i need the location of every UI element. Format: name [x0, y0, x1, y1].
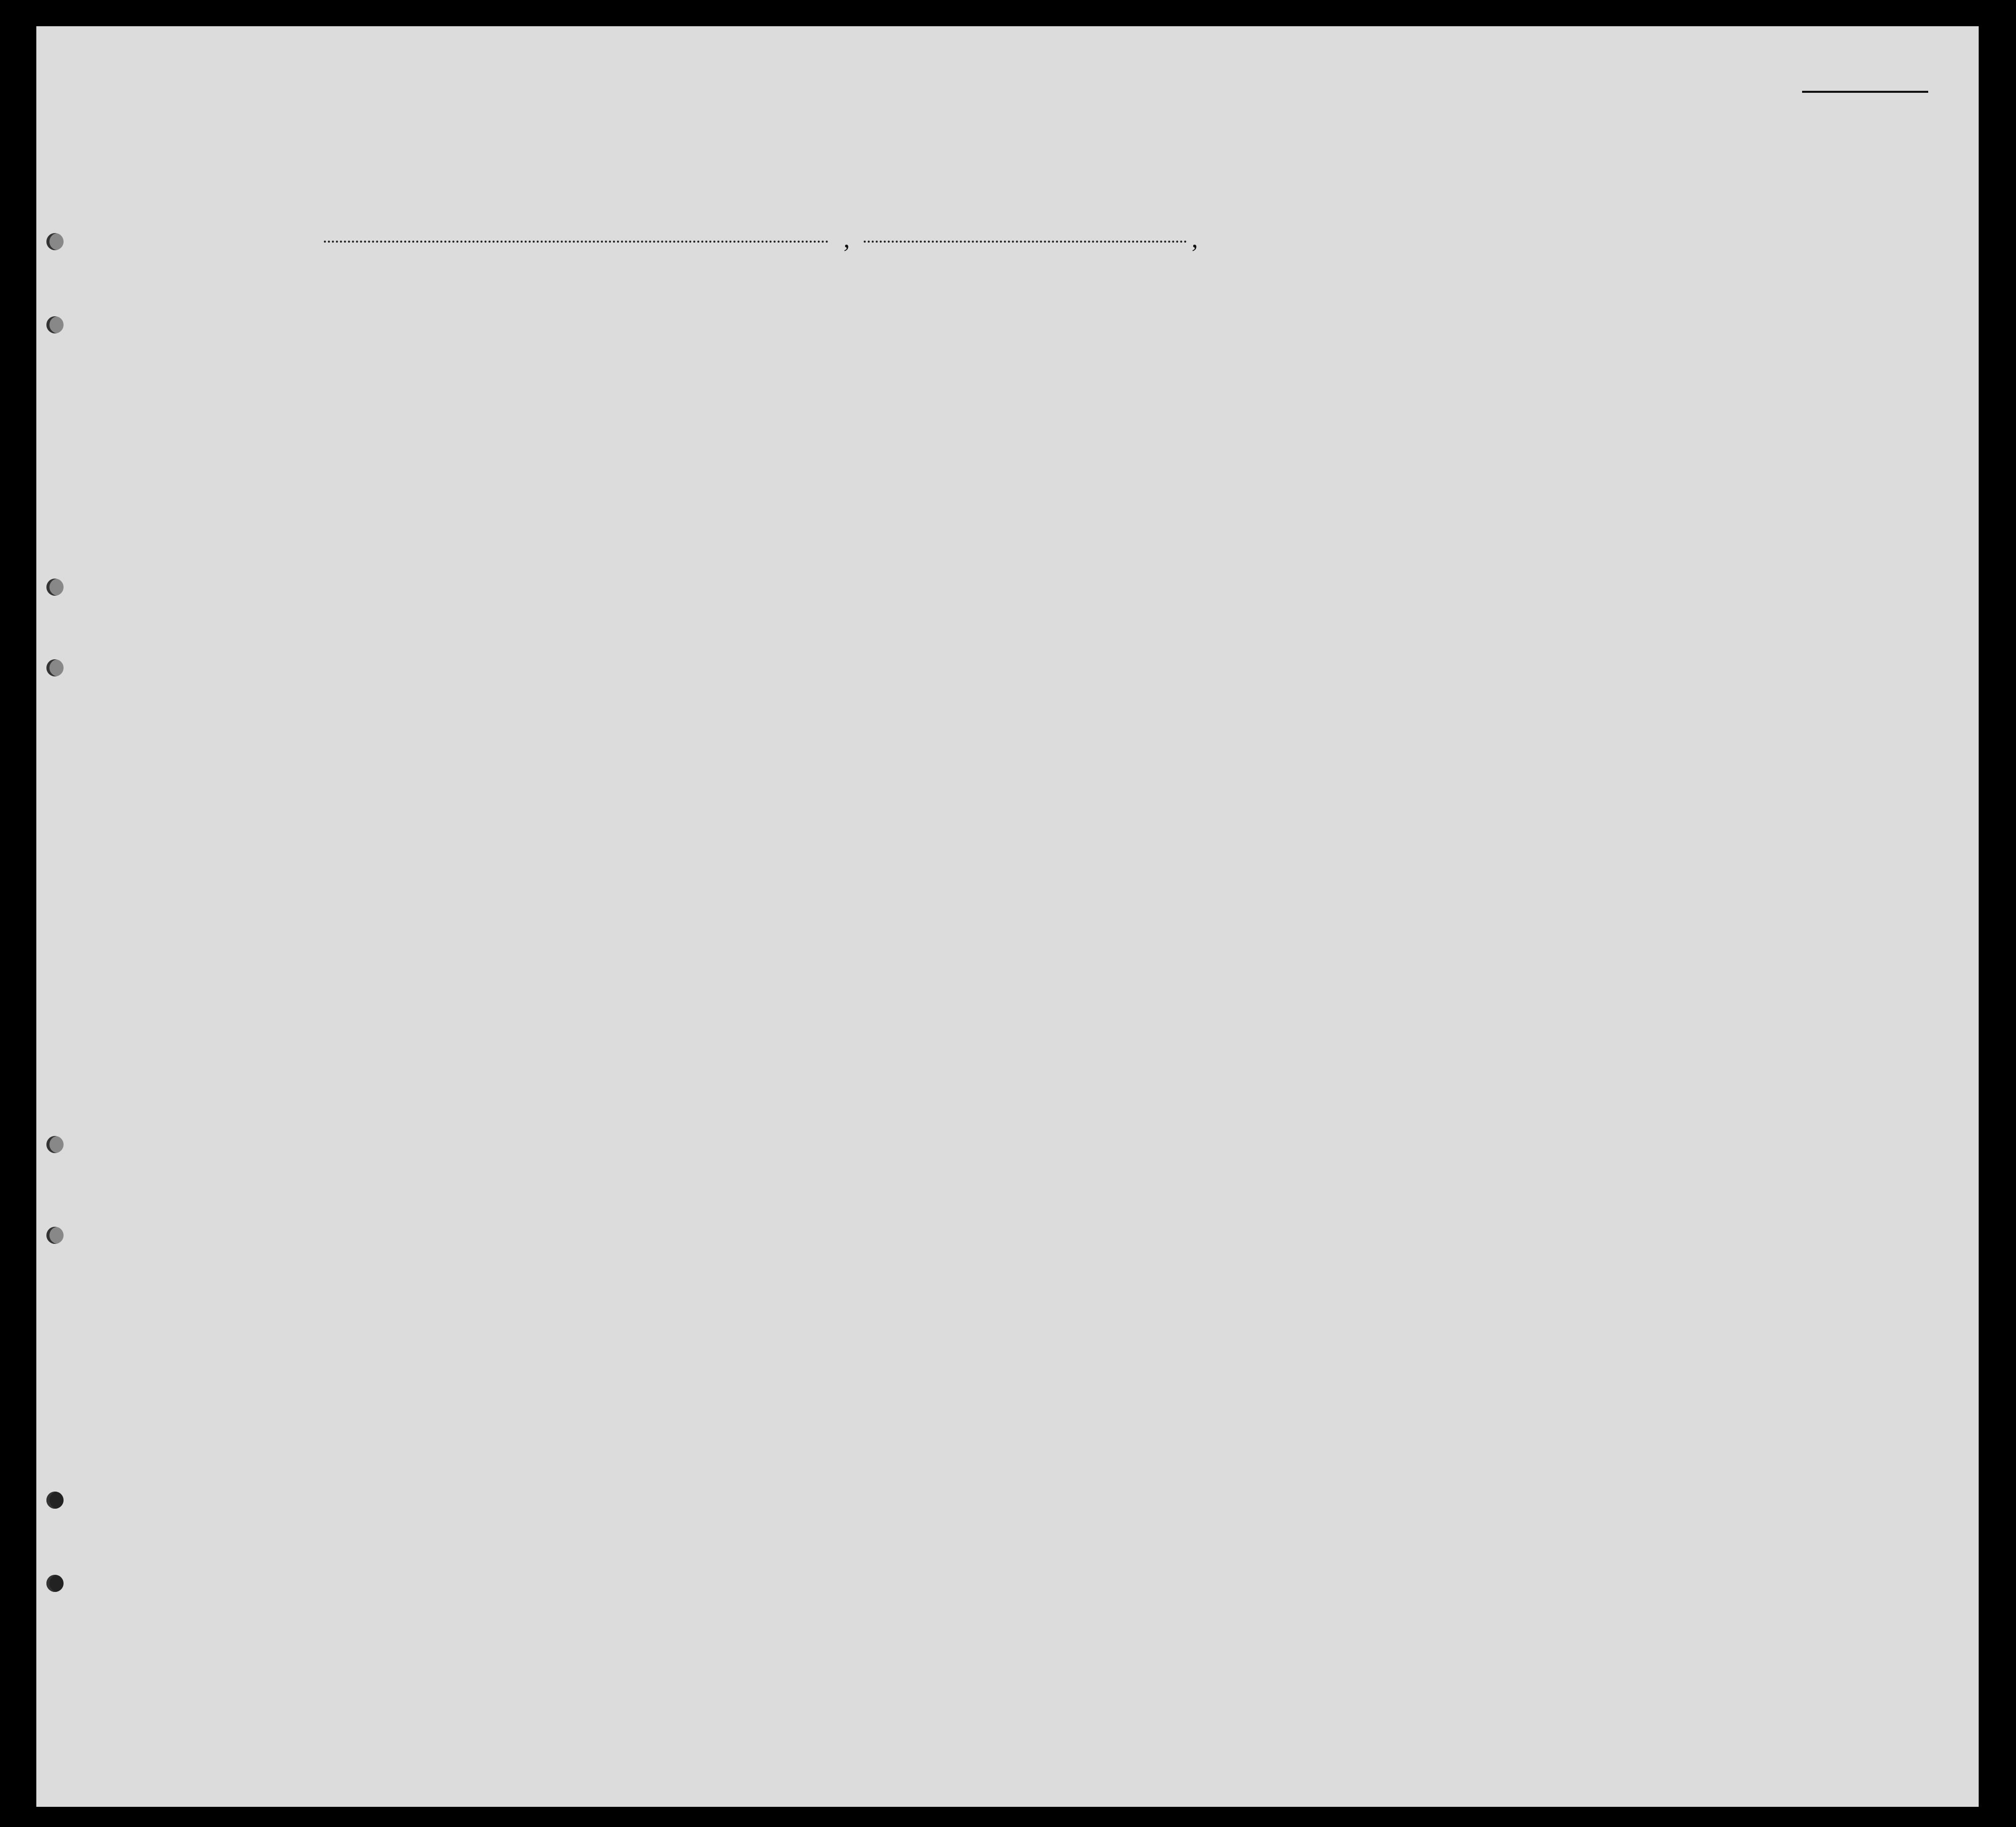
header-c22-ifyes: [762, 349, 949, 379]
header-c31: [1535, 299, 1561, 465]
header-c34: [1677, 299, 1727, 349]
punch-hole: [46, 1136, 64, 1153]
punch-hole: [46, 1575, 64, 1592]
punch-hole: [46, 1492, 64, 1509]
punch-hole: [46, 659, 64, 676]
header-c22-yesno: [729, 349, 762, 465]
manifest-sheet: [36, 26, 1979, 1807]
header-c33: [1616, 299, 1677, 465]
header-c35: [1727, 299, 1768, 465]
header-c22-where: [817, 379, 874, 465]
header-c23: [949, 299, 1196, 465]
header-c36: [1768, 299, 1849, 349]
header-c18-foreign: [411, 341, 460, 465]
header-c30: [1509, 299, 1535, 465]
header-c34-inches: [1702, 349, 1727, 465]
punch-hole: [46, 579, 64, 596]
header-c18-usa: [461, 341, 586, 392]
header-c28: [1411, 299, 1467, 465]
header-c22-year: [762, 379, 817, 465]
punch-hole: [46, 1227, 64, 1244]
header-c18-city: [507, 392, 586, 465]
header-c18-state: [461, 392, 507, 465]
header-c24-b: [1235, 339, 1274, 465]
header-c16: [102, 299, 128, 465]
header-c22: [729, 299, 949, 349]
header-c34-feet: [1677, 349, 1702, 465]
header-c27: [1383, 299, 1411, 465]
header-c37: [1849, 299, 1980, 465]
header-c36-eyes: [1808, 349, 1849, 465]
header-c26: [1356, 299, 1383, 465]
header-c24: [1196, 299, 1309, 339]
header-c21: [703, 299, 729, 465]
header-c32: [1561, 299, 1616, 465]
header-c36-hair: [1768, 349, 1808, 465]
punch-hole: [46, 316, 64, 333]
header-c29: [1467, 299, 1509, 465]
header-c25: [1309, 299, 1356, 465]
header-c24-a: [1196, 339, 1235, 465]
table-grid: [36, 26, 1979, 1807]
header-c20: [617, 299, 703, 465]
comma: ,: [844, 224, 850, 253]
comma: ,: [1192, 224, 1198, 253]
header-c22-date: [874, 379, 949, 465]
punch-hole: [46, 233, 64, 250]
header-c18: [411, 299, 586, 339]
header-c24-c: [1274, 339, 1309, 465]
header-c19: [586, 299, 617, 465]
header-c17: [152, 299, 415, 465]
